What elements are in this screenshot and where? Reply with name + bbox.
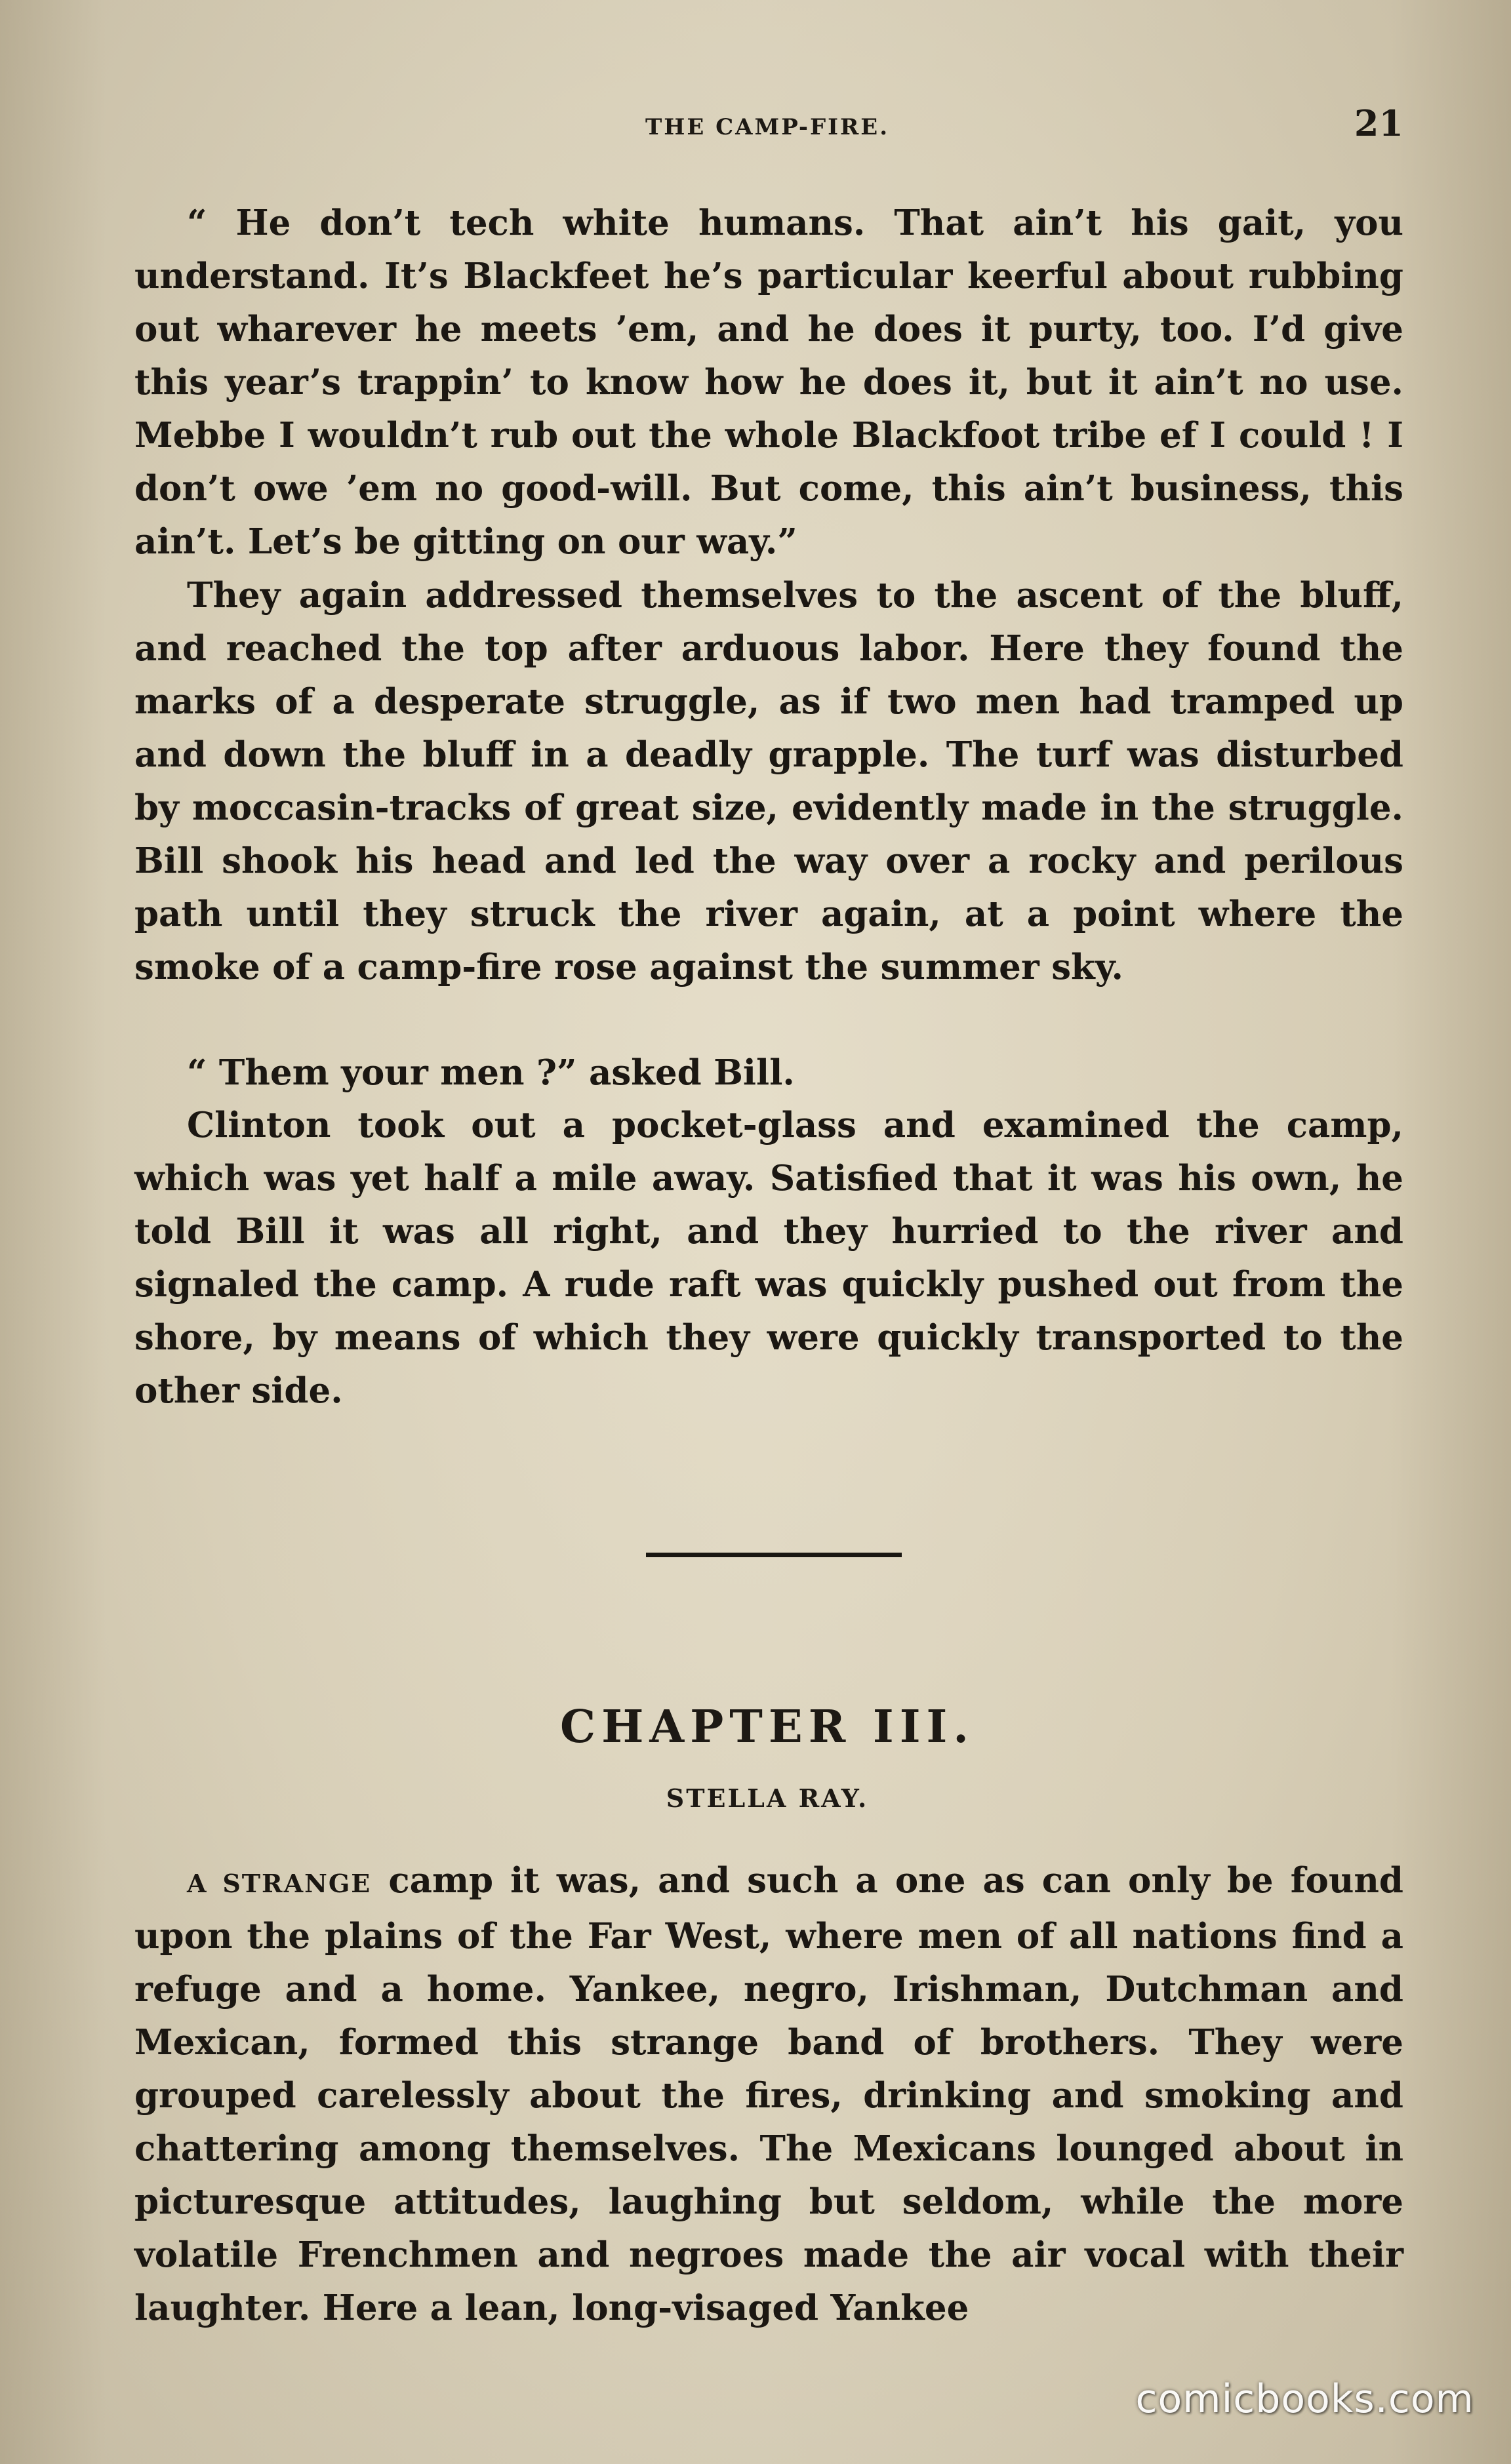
chapter-subtitle: STELLA RAY. (666, 1783, 869, 1813)
page-header (131, 98, 1403, 151)
page-number: 21 (1354, 102, 1403, 144)
paragraph-them-your-men: “ Them your men ?” asked Bill. (187, 1052, 795, 1093)
opening-text: camp it was, and such a one as can only be found upon the plains of the Far West, where men of all nations find a refuge and a home. Yankee, negro, Irishman, Dutchman and Mexican, formed this strange band of brothers. They were grouped carelessly about the fires, drinking and smoking and chattering among themselves. The Mexicans lounged about in picturesque attitudes, laughing but seldom, while the more volatile Frenchmen and negroes made the air vocal with their laughter. Here a lean, long-visaged Yankee (134, 1860, 1403, 2328)
paragraph-pocket-glass: Clinton took out a pocket-glass and examined the camp, which was yet half a mile away. Satisfied that it was his own, he told Bill it was all right, and they hurried to the river and signaled the camp. A rude raft was quickly pushed out from the shore, by means of which they were quickly transported to the other side. (134, 1105, 1403, 1411)
paragraph-dialogue-bill: “ He don’t tech white humans. That ain’t his gait, you understand. It’s Blackfeet he’s particular keerful about rubbing out wharever he meets ’em, and he does it purty, too. I’d give this year’s trappin’ to know how he does it, but it ain’t no use. Mebbe I wouldn’t rub out the whole Blackfoot tribe ef I could ! I don’t owe ’em no good-will. But come, this ain’t business, this ain’t. Let’s be gitting on our way.” (134, 203, 1403, 562)
chapter-title: CHAPTER III. (560, 1701, 975, 1753)
chapter-opening-paragraph (134, 1854, 1403, 2335)
opening-smallcaps: A STRANGE (187, 1869, 372, 1898)
paragraph-bluff-ascent: They again addressed themselves to the ascent of the bluff, and reached the top after arduous labor. Here they found the marks of a desperate struggle, as if two men had tramped up and down the bluff in a deadly grapple. The turf was disturbed by moccasin-tracks of great size, evidently made in the struggle. Bill shook his head and led the way over a rocky and perilous path until they struck the river again, at a point where the smoke of a camp-fire rose against the summer sky. (134, 575, 1403, 987)
running-title: THE CAMP-FIRE. (645, 114, 890, 140)
section-divider-rule (646, 1553, 902, 1557)
watermark: comicbooks.com (1135, 2376, 1474, 2422)
